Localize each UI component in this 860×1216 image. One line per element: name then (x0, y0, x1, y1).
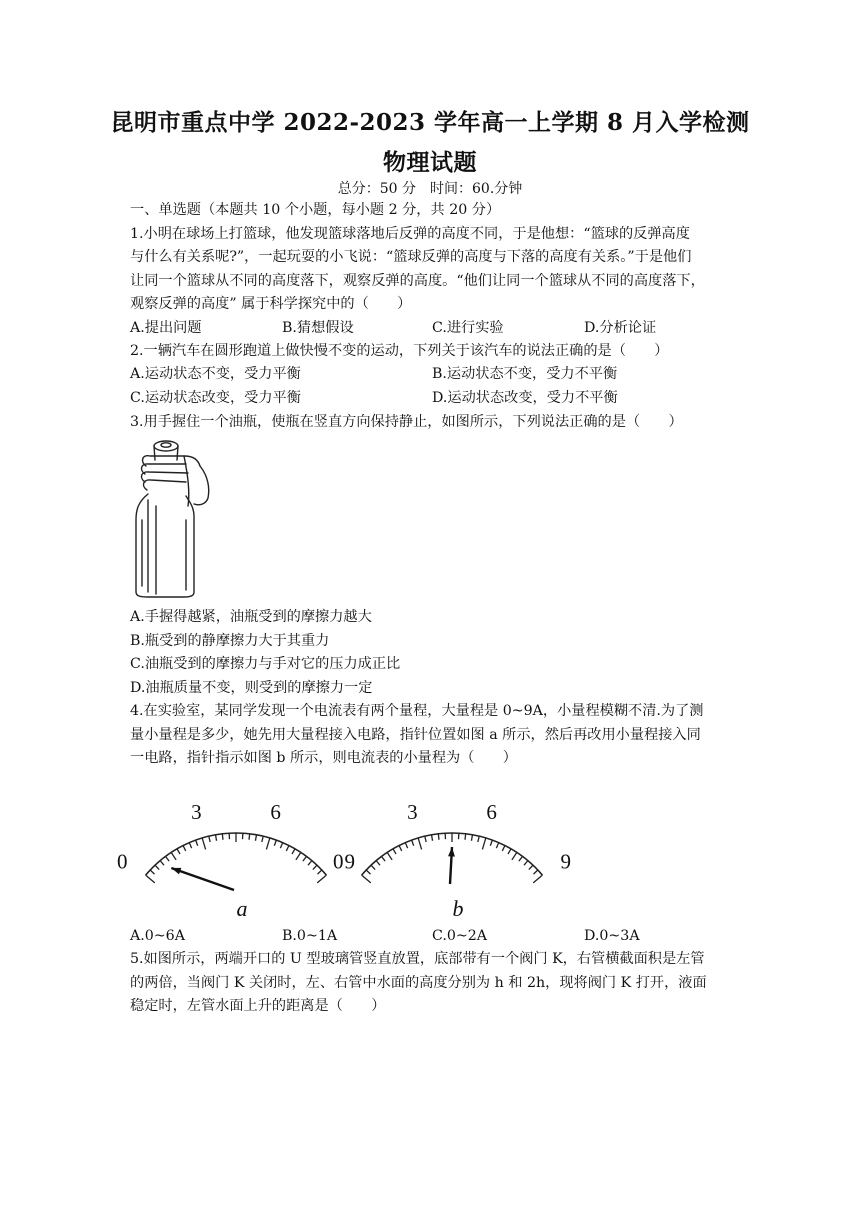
dial-tick (432, 835, 433, 841)
dial-tick (292, 849, 295, 854)
dial-tick (313, 865, 317, 869)
dial-tick (471, 835, 472, 841)
dial-tick (189, 843, 191, 849)
dial-tick (183, 846, 186, 851)
q3-option-c: C.油瓶受到的摩擦力与手对它的压力成正比 (130, 656, 401, 672)
dial-tick (418, 838, 421, 849)
q4-option-a: A.0~6A (130, 928, 185, 944)
dial-tick (512, 852, 517, 860)
q4-option-b: B.0~1A (282, 928, 338, 944)
q1-option-a: A.提出问题 (130, 320, 202, 336)
q1-option-c: C.进行实验 (432, 320, 504, 336)
q3-option-d: D.油瓶质量不变，则受到的摩擦力一定 (130, 680, 373, 696)
dial-tick (425, 836, 426, 842)
dial-tick (296, 852, 301, 860)
dial-tick (303, 856, 307, 861)
q1-line-1: 1.小明在球场上打篮球，他发现篮球落地后反弹的高度不同，于是他想：“篮球的反弹高度 (130, 226, 690, 242)
dial-needle-head (448, 847, 455, 857)
dial-tick (308, 861, 312, 866)
dial-tick (412, 840, 414, 846)
q1-options (130, 318, 750, 338)
dial-tick (317, 870, 321, 874)
exam-title: 昆明市重点中学 2022-2023 学年高一上学期 8 月入学检测 (110, 109, 750, 136)
dial-needle-head (171, 868, 181, 874)
dial-tick (490, 840, 492, 846)
dial-tick (376, 861, 380, 866)
dial-tick (393, 849, 396, 854)
exam-meta: 总分：50 分 时间：60.分钟 (337, 181, 523, 197)
dial-tick (216, 835, 217, 841)
section-heading: 一、单选题（本题共 10 个小题，每小题 2 分，共 20 分） (130, 202, 501, 218)
q4-option-c: C.0~2A (432, 928, 488, 944)
q2-options-row1 (130, 364, 750, 384)
q3-option-b: B.瓶受到的静摩擦力大于其重力 (130, 633, 330, 649)
dial-scale-label: 3 (191, 799, 202, 824)
q2-option-c: C.运动状态改变，受力平衡 (130, 390, 301, 406)
dial-tick (382, 856, 386, 861)
dial-tick (146, 875, 155, 883)
dial-tick (177, 849, 180, 854)
dial-tick (317, 875, 326, 883)
dial-scale-label: 0 (333, 849, 344, 874)
q4-line-2: 量小量程是多少，她先用大量程接入电路，指针位置如图 a 所示，然后再改用小量程接入同 (130, 727, 701, 743)
dial-tick (160, 861, 164, 866)
dial-tick (274, 840, 276, 846)
dial-tick (196, 840, 198, 846)
dial-scale-label: 6 (486, 799, 497, 824)
q5-line-3: 稳定时，左管水面上升的距离是（ ） (130, 998, 386, 1014)
dial-scale-label: 9 (344, 849, 355, 874)
q1-option-b: B.猜想假设 (282, 320, 354, 336)
dial-tick (255, 835, 256, 841)
dial-tick (286, 846, 289, 851)
dial-tick (371, 865, 375, 869)
dial-tick (496, 843, 498, 849)
q3-stem: 3.用手握住一个油瓶，使瓶在竖直方向保持静止，如图所示，下列说法正确的是（ ） (130, 414, 683, 430)
q2-option-b: B.运动状态不变，受力不平衡 (432, 366, 618, 382)
dial-tick (262, 836, 263, 842)
dial-tick (266, 838, 269, 849)
dial-scale-label: 9 (560, 849, 571, 874)
dial-tick (533, 870, 537, 874)
q1-line-3: 让同一个篮球从不同的高度落下，观察反弹的高度。“他们让同一个篮球从不同的高度落下， (130, 273, 705, 289)
dial-tick (478, 836, 479, 842)
dial-tick (155, 865, 159, 869)
dial-tick (387, 852, 392, 860)
q4-line-1: 4.在实验室，某同学发现一个电流表有两个量程，大量程是 0~9A，小量程模糊不清.为了测 (130, 703, 704, 719)
q2-options-row2 (130, 388, 750, 408)
dial-tick (166, 856, 170, 861)
ammeter-figures (117, 776, 571, 926)
dial-tick (222, 834, 223, 840)
dial-tick (171, 852, 176, 860)
dial-scale-label: 3 (407, 799, 418, 824)
q1-line-4: 观察反弹的高度” 属于科学探究中的（ ） (130, 296, 412, 312)
dial-tick (465, 834, 466, 840)
q2-option-d: D.运动状态改变，受力不平衡 (432, 390, 618, 406)
dial-tick (482, 838, 485, 849)
q4-option-d: D.0~3A (584, 928, 640, 944)
dial-tick (399, 846, 402, 851)
meter-a (117, 800, 355, 921)
meter-b (333, 800, 571, 921)
dial-tick (519, 856, 523, 861)
meter-b-caption: b (452, 896, 464, 921)
dial-tick (150, 870, 154, 874)
dial-tick (280, 843, 282, 849)
dial-scale-label: 0 (117, 849, 128, 874)
q2-stem: 2.一辆汽车在圆形跑道上做快慢不变的运动，下列关于该汽车的说法正确的是（ ） (130, 343, 669, 359)
dial-tick (209, 836, 210, 842)
q4-options (130, 926, 750, 946)
q4-line-3: 一电路，指针指示如图 b 所示，则电流表的小量程为（ ） (130, 750, 517, 766)
dial-tick (533, 875, 542, 883)
exam-subject: 物理试题 (383, 149, 477, 176)
meter-a-caption: a (236, 896, 248, 921)
q5-line-1: 5.如图所示，两端开口的 U 型玻璃管竖直放置，底部带有一个阀门 K，右管横截面积是左管 (130, 951, 705, 967)
dial-tick (529, 865, 533, 869)
dial-tick (405, 843, 407, 849)
dial-tick (438, 834, 439, 840)
dial-tick (502, 846, 505, 851)
dial-tick (362, 875, 371, 883)
dial-tick (508, 849, 511, 854)
dial-tick (249, 834, 250, 840)
q1-line-2: 与什么有关系呢?”，一起玩耍的小飞说：“篮球反弹的高度与下落的高度有关系。”于是他们 (130, 249, 692, 265)
dial-scale-label: 6 (270, 799, 281, 824)
hand-holding-bottle-figure (128, 436, 214, 598)
q2-option-a: A.运动状态不变，受力平衡 (130, 366, 301, 382)
q1-option-d: D.分析论证 (584, 320, 657, 336)
dial-tick (366, 870, 370, 874)
dial-tick (524, 861, 528, 866)
dial-tick (202, 838, 205, 849)
dial-needle (171, 868, 234, 890)
q3-option-a: A.手握得越紧，油瓶受到的摩擦力越大 (130, 609, 372, 625)
q5-line-2: 的两倍，当阀门 K 关闭时，左、右管中水面的高度分别为 h 和 2h，现将阀门 K 打开，液面 (130, 975, 707, 991)
